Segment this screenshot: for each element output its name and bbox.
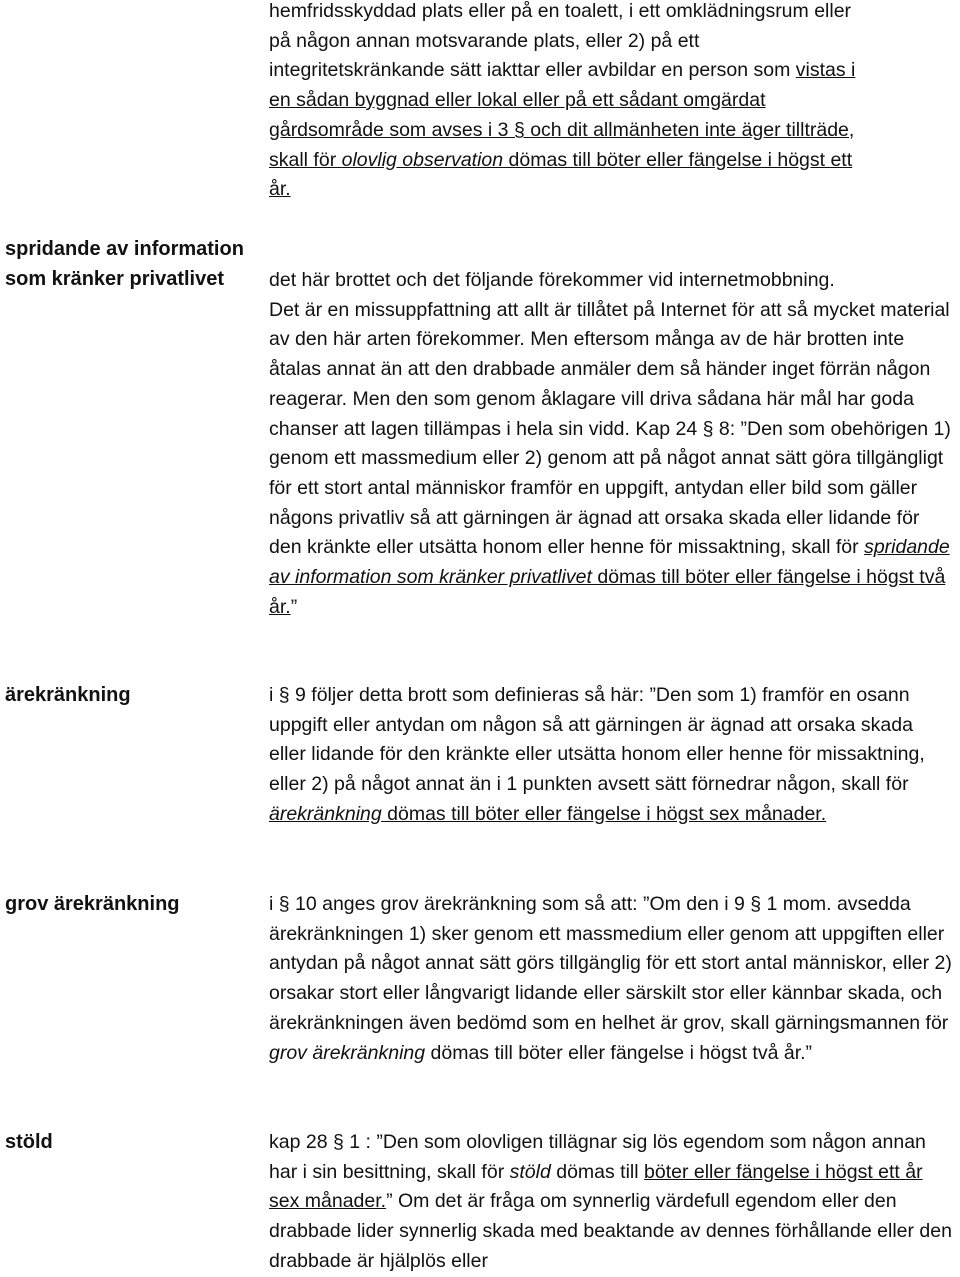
text-segment: dömas till böter eller fängelse i högst sex månader. bbox=[381, 802, 827, 825]
text-segment: ” Om det är fråga om synnerlig värdefull egendom eller den drabbade lider synnerlig skada med beaktande av dennes förhållande eller den drabbade är hjälplös eller bbox=[269, 1190, 952, 1272]
text-segment: år. bbox=[269, 178, 291, 201]
entry-term: ärekränkning bbox=[5, 684, 131, 706]
text-segment: dömas till böter eller fängelse i högst två år.” bbox=[425, 1041, 813, 1064]
text-segment: i § 10 anges grov ärekränkning som så att: ”Om den i 9 § 1 mom. avsedda ärekränkningen 1) sker genom ett massmedium eller genom att uppgiften eller antydan på något annat sätt görs tillgänglig för ett stort antal människor, eller 2) orsakar stort eller långvarigt lidande eller särskilt stor eller kännbar skada, och ärekränkningen även bedömd som en helhet är grov, skall gärningsmannen för bbox=[269, 893, 952, 1034]
underlined-line: gårdsområde som avses i 3 § och dit allmänheten inte äger tillträde, bbox=[269, 118, 855, 141]
term-line: som kränker privatlivet bbox=[5, 267, 224, 290]
entry-term: stöld bbox=[5, 1131, 53, 1153]
underlined-line: en sådan byggnad eller lokal eller på ett sådant omgärdat bbox=[269, 89, 766, 112]
text-segment: i § 9 följer detta brott som definieras så här: ”Den som 1) framför en osann uppgift eller antydan om någon så att gärningen är ägnad att orsaka skada eller lidande för den kränkte eller utsätta honom eller henne för missaktning, eller 2) på något annat än i 1 punkten avsett sätt förnedrar någon, skall för bbox=[269, 684, 925, 796]
crime-name: stöld bbox=[509, 1160, 551, 1183]
entry-text bbox=[269, 681, 955, 830]
term-line: spridande av information bbox=[5, 238, 244, 260]
crime-name: ärekränkning bbox=[269, 802, 382, 825]
text-segment: dömas till böter eller fängelse i högst två år. bbox=[269, 566, 946, 618]
text-segment: ” bbox=[290, 595, 298, 618]
text-segment: dömas till bbox=[550, 1160, 645, 1183]
underlined-phrase: vistas i bbox=[795, 59, 856, 82]
crime-name: grov ärekränkning bbox=[269, 1041, 426, 1064]
entry-text bbox=[269, 266, 955, 622]
text-segment: på någon annan motsvarande plats, eller 2) på ett bbox=[269, 29, 700, 52]
entry-text bbox=[269, 0, 955, 205]
text-segment: det här brottet och det följande förekommer vid internetmobbning. bbox=[269, 269, 835, 291]
text-segment: Det är en missuppfattning att allt är tillåtet på Internet för att så mycket material av den här arten förekommer. Men eftersom många av de här brotten inte åtalas annat än att den drabbade anmäler dem så händer inget förrän någon reagerar. Men den som genom åklagare vill driva sådana här mål har goda chanser att lagen tillämpas i hela sin vidd. Kap 24 § 8: ”Den som obehörigen 1) genom ett massmedium eller 2) genom att på något annat sätt göra tillgängligt för ett stort antal människor framför en uppgift, antydan eller bild som gäller någons privatliv så att gärningen är ägnad att orsaka skada eller lidande för den kränkte eller utsätta honom eller henne för missaktning, skall för bbox=[269, 298, 951, 559]
crime-name: olovlig observation bbox=[341, 148, 504, 171]
text-segment: dömas till böter eller fängelse i högst ett bbox=[503, 148, 853, 171]
crime-name: spridande av information som kränker privatlivet bbox=[269, 536, 950, 589]
text-segment: skall för bbox=[269, 148, 342, 171]
entry-term: grov ärekränkning bbox=[5, 893, 180, 915]
underlined-phrase: böter eller fängelse i högst ett år sex månader. bbox=[269, 1160, 923, 1213]
entry-text bbox=[269, 890, 955, 1068]
text-segment: integritetskränkande sätt iakttar eller avbildar en person som bbox=[269, 59, 796, 82]
entry-term bbox=[5, 235, 260, 294]
entry-text bbox=[269, 1128, 955, 1277]
text-segment: hemfridsskyddad plats eller på en toalett, i ett omklädningsrum eller bbox=[269, 0, 852, 22]
text-segment: kap 28 § 1 : ”Den som olovligen tillägnar sig lös egendom som någon annan har i sin besittning, skall för bbox=[269, 1131, 926, 1183]
